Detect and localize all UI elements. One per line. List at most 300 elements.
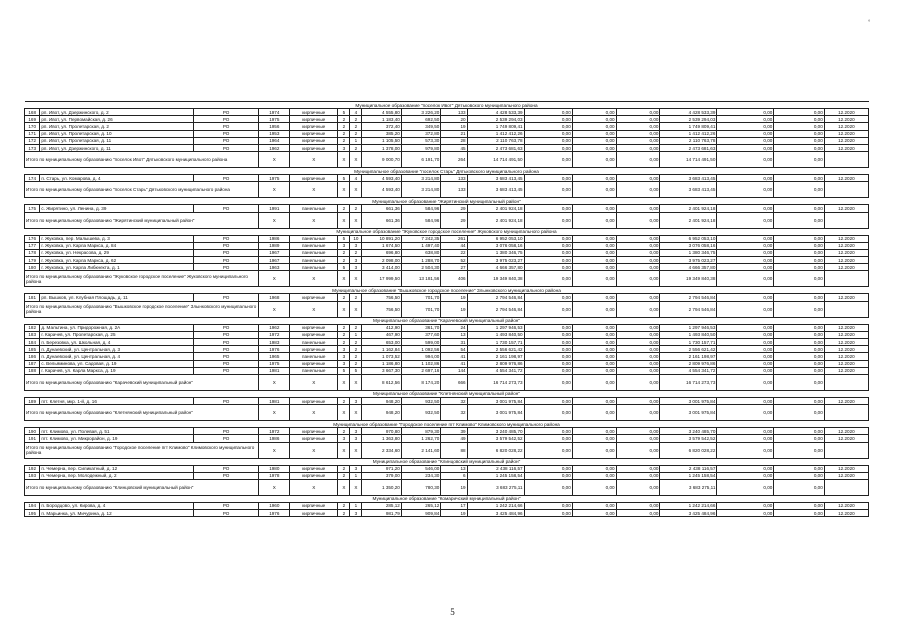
table-cell: рп. Ивот, ул. Пролетарская, д. 11 bbox=[40, 137, 193, 144]
table-cell: 2 bbox=[350, 144, 362, 151]
table-cell: панельные bbox=[290, 249, 338, 256]
subtotal-cell: X bbox=[290, 374, 338, 390]
table-cell: 54 bbox=[441, 346, 467, 353]
table-cell: п. Бородцово, ул. Кирова, д. 4 bbox=[40, 502, 193, 509]
section-heading: Муниципальное образование "Жуковское городское поселение" Жуковского муниципального района bbox=[25, 228, 869, 235]
table-cell: 1 186,80 bbox=[362, 360, 401, 367]
table-cell: 0,00 bbox=[524, 367, 572, 374]
subtotal-cell: 19 349 840,38 bbox=[660, 271, 717, 287]
table-cell: п. Березовка, ул. Школьная, д. 4 bbox=[40, 339, 193, 346]
subtotal-cell: 756,50 bbox=[362, 301, 401, 317]
table-cell: 2 bbox=[338, 397, 350, 404]
table-row bbox=[25, 360, 869, 367]
table-cell: 1953 bbox=[259, 130, 290, 137]
table-cell: 573,30 bbox=[401, 137, 440, 144]
table-row bbox=[25, 257, 869, 264]
table-cell: 0,00 bbox=[616, 264, 660, 271]
table-cell: РО bbox=[193, 294, 259, 301]
table-cell: 638,80 bbox=[401, 249, 440, 256]
table-cell: 1 412 412,26 bbox=[467, 130, 524, 137]
table-cell: 1 380 346,75 bbox=[660, 249, 717, 256]
table-cell: 24 bbox=[441, 324, 467, 331]
table-cell: 1 242 214,66 bbox=[467, 502, 524, 509]
subtotal-cell: 0,00 bbox=[774, 271, 824, 287]
subtotal-cell: 0,00 bbox=[774, 442, 824, 458]
subtotal-label: Итого по муниципальному образованию "поселок Ивот" Дятьковского муниципального района bbox=[25, 152, 259, 168]
table-cell: 1 bbox=[350, 331, 362, 338]
subtotal-cell: 16 714 273,73 bbox=[467, 374, 524, 390]
section-heading: Муниципальное образование "Клинцовский муниципальный район" bbox=[25, 458, 869, 465]
table-cell: 467,90 bbox=[362, 331, 401, 338]
table-cell: 12.2020 bbox=[824, 502, 868, 509]
table-cell: 193 bbox=[25, 472, 40, 479]
table-cell: РО bbox=[193, 339, 259, 346]
table-cell: 0,00 bbox=[572, 109, 616, 116]
housing-repair-table bbox=[24, 101, 869, 517]
table-cell: 1967 bbox=[259, 249, 290, 256]
table-cell: 1 bbox=[350, 472, 362, 479]
table-cell: 12.2020 bbox=[824, 324, 868, 331]
table-cell: 879,30 bbox=[401, 428, 440, 435]
subtotal-cell: 9 000,70 bbox=[362, 152, 401, 168]
table-cell: 3 683 413,45 bbox=[660, 175, 717, 182]
table-cell: 17 bbox=[441, 502, 467, 509]
table-cell: 13 bbox=[441, 331, 467, 338]
table-cell: 0,00 bbox=[717, 123, 774, 130]
table-cell: 12.2020 bbox=[824, 249, 868, 256]
subtotal-cell: 3 001 975,84 bbox=[660, 405, 717, 421]
table-cell: 1 749 809,41 bbox=[660, 123, 717, 130]
table-cell: 2 bbox=[338, 205, 350, 212]
table-cell: 1991 bbox=[259, 205, 290, 212]
table-row bbox=[25, 264, 869, 271]
subtotal-cell: X bbox=[290, 152, 338, 168]
table-cell: 265,12 bbox=[401, 502, 440, 509]
subtotal-cell: 0,00 bbox=[717, 301, 774, 317]
table-cell: 22 bbox=[441, 249, 467, 256]
subtotal-cell: 8 612,56 bbox=[362, 374, 401, 390]
table-cell: панельные bbox=[290, 257, 338, 264]
table-cell: 185 bbox=[25, 346, 40, 353]
table-cell: 0,00 bbox=[572, 367, 616, 374]
table-cell: 0,00 bbox=[774, 331, 824, 338]
table-cell: 5 bbox=[338, 109, 350, 116]
subtotal-cell: 0,00 bbox=[774, 301, 824, 317]
table-row bbox=[25, 435, 869, 442]
table-cell: 653,00 bbox=[362, 339, 401, 346]
subtotal-cell: 3 214,80 bbox=[401, 182, 440, 198]
subtotal-cell: X bbox=[259, 212, 290, 228]
table-cell: 2 bbox=[350, 294, 362, 301]
subtotal-cell: 0,00 bbox=[717, 152, 774, 168]
subtotal-cell: 701,70 bbox=[401, 301, 440, 317]
subtotal-cell: 0,00 bbox=[717, 374, 774, 390]
table-cell: 0,00 bbox=[774, 346, 824, 353]
table-cell: 0,00 bbox=[524, 264, 572, 271]
section-heading: Муниципальное образование "Карачевский муниципальный район" bbox=[25, 317, 869, 324]
section-heading-row bbox=[25, 317, 869, 324]
table-cell: 0,00 bbox=[717, 235, 774, 242]
table-cell: 0,00 bbox=[717, 510, 774, 517]
table-cell: 3 975 023,27 bbox=[467, 257, 524, 264]
table-cell: кирпичные bbox=[290, 116, 338, 123]
subtotal-cell: 8 174,20 bbox=[401, 374, 440, 390]
table-cell: 1989 bbox=[259, 242, 290, 249]
table-cell: 2 809 976,86 bbox=[660, 360, 717, 367]
table-cell: 0,00 bbox=[774, 242, 824, 249]
subtotal-cell: X bbox=[290, 182, 338, 198]
table-cell: 0,00 bbox=[524, 472, 572, 479]
table-cell: 2 bbox=[338, 116, 350, 123]
table-cell: 970,80 bbox=[362, 428, 401, 435]
table-cell: 0,00 bbox=[717, 130, 774, 137]
table-cell: 0,00 bbox=[572, 205, 616, 212]
table-cell: 195 bbox=[25, 510, 40, 517]
table-cell: 1980 bbox=[259, 465, 290, 472]
table-cell: 0,00 bbox=[616, 367, 660, 374]
subtotal-cell: X bbox=[259, 271, 290, 287]
table-cell: 692,50 bbox=[401, 116, 440, 123]
subtotal-cell: 17 999,50 bbox=[362, 271, 401, 287]
subtotal-row bbox=[25, 212, 869, 228]
table-cell: 372,40 bbox=[362, 123, 401, 130]
table-cell: 1983 bbox=[259, 339, 290, 346]
table-cell: 0,00 bbox=[616, 249, 660, 256]
table-cell: панельные bbox=[290, 339, 338, 346]
table-cell: 0,00 bbox=[572, 123, 616, 130]
page-number: 5 bbox=[450, 607, 455, 617]
subtotal-cell: 661,36 bbox=[362, 212, 401, 228]
table-cell: 3 001 975,84 bbox=[660, 397, 717, 404]
table-cell: пгт. Клетня, мкр. 1-й, д. 16 bbox=[40, 397, 193, 404]
table-cell: 0,00 bbox=[572, 294, 616, 301]
subtotal-cell: X bbox=[350, 152, 362, 168]
table-cell: 1965 bbox=[259, 353, 290, 360]
subtotal-cell: 14 714 491,50 bbox=[467, 152, 524, 168]
table-cell: 0,00 bbox=[572, 472, 616, 479]
table-cell: 756,50 bbox=[362, 294, 401, 301]
table-cell: 4 554 341,72 bbox=[660, 367, 717, 374]
table-cell: 0,00 bbox=[717, 360, 774, 367]
table-cell: г. Жуковка, ул. Карла Маркса, д. 62 bbox=[40, 257, 193, 264]
table-cell: 1 674,50 bbox=[362, 242, 401, 249]
subtotal-cell bbox=[824, 271, 868, 287]
table-cell: 932,50 bbox=[401, 397, 440, 404]
subtotal-cell: 0,00 bbox=[774, 152, 824, 168]
table-cell: 1974 bbox=[259, 109, 290, 116]
table-cell: 3 bbox=[338, 144, 350, 151]
table-cell: 179 bbox=[25, 257, 40, 264]
table-cell: 12.2020 bbox=[824, 472, 868, 479]
table-cell: 0,00 bbox=[524, 360, 572, 367]
table-cell: 2 401 924,18 bbox=[467, 205, 524, 212]
table-row bbox=[25, 346, 869, 353]
table-cell: 1 749 809,41 bbox=[467, 123, 524, 130]
subtotal-cell: 0,00 bbox=[524, 301, 572, 317]
table-cell: 2 bbox=[338, 123, 350, 130]
table-cell: 3 bbox=[350, 428, 362, 435]
table-cell: 2 bbox=[350, 346, 362, 353]
subtotal-cell: X bbox=[338, 212, 350, 228]
subtotal-cell: 13 181,56 bbox=[401, 271, 440, 287]
table-cell: 0,00 bbox=[524, 116, 572, 123]
table-cell: 0,00 bbox=[572, 257, 616, 264]
subtotal-cell: 29 bbox=[441, 212, 467, 228]
subtotal-cell: 0,00 bbox=[524, 212, 572, 228]
table-cell: 0,00 bbox=[717, 502, 774, 509]
subtotal-cell: 0,00 bbox=[717, 271, 774, 287]
table-cell: 234,30 bbox=[401, 472, 440, 479]
table-cell: 2 bbox=[350, 339, 362, 346]
table-cell: 0,00 bbox=[616, 360, 660, 367]
table-cell: 1963 bbox=[259, 264, 290, 271]
table-cell: 3 667,30 bbox=[362, 367, 401, 374]
table-cell: 3 bbox=[350, 264, 362, 271]
table-cell: 2 098,00 bbox=[362, 257, 401, 264]
table-cell: 173 bbox=[25, 144, 40, 151]
subtotal-cell: 0,00 bbox=[572, 182, 616, 198]
table-cell: 1975 bbox=[259, 360, 290, 367]
table-cell: 412,90 bbox=[362, 324, 401, 331]
table-cell: 0,00 bbox=[774, 360, 824, 367]
table-cell: 1981 bbox=[259, 367, 290, 374]
table-cell: 3 bbox=[338, 435, 350, 442]
table-cell: 1962 bbox=[259, 324, 290, 331]
table-cell: 1976 bbox=[259, 510, 290, 517]
table-cell: 0,00 bbox=[774, 435, 824, 442]
table-cell: 12.2020 bbox=[824, 257, 868, 264]
subtotal-cell: 14 714 491,50 bbox=[660, 152, 717, 168]
table-cell: 0,00 bbox=[524, 123, 572, 130]
table-cell: 2 556 621,42 bbox=[467, 346, 524, 353]
table-cell: РО bbox=[193, 264, 259, 271]
table-cell: 3 bbox=[338, 346, 350, 353]
table-cell: 1 102,86 bbox=[401, 360, 440, 367]
table-cell: 12.2020 bbox=[824, 465, 868, 472]
subtotal-label: Итого по муниципальному образованию "Клетнянский муниципальный район" bbox=[25, 405, 259, 421]
table-cell: 0,00 bbox=[572, 242, 616, 249]
table-row bbox=[25, 294, 869, 301]
table-cell: 0,00 bbox=[572, 137, 616, 144]
table-cell: 0,00 bbox=[616, 137, 660, 144]
subtotal-cell: 0,00 bbox=[572, 374, 616, 390]
section-heading-row bbox=[25, 102, 869, 109]
table-cell: п. Дунаевский, ул. Центральная, д. 3 bbox=[40, 346, 193, 353]
table-cell: 0,00 bbox=[524, 397, 572, 404]
table-cell: 183 bbox=[25, 331, 40, 338]
subtotal-cell: 0,00 bbox=[774, 374, 824, 390]
table-cell: 1 378,00 bbox=[362, 144, 401, 151]
subtotal-cell: 0,00 bbox=[717, 479, 774, 495]
table-cell: 12.2020 bbox=[824, 235, 868, 242]
table-cell: кирпичные bbox=[290, 346, 338, 353]
table-cell: 31 bbox=[441, 339, 467, 346]
subtotal-cell bbox=[824, 182, 868, 198]
subtotal-cell: X bbox=[338, 442, 350, 458]
table-cell: 41 bbox=[441, 353, 467, 360]
table-cell: 1956 bbox=[259, 123, 290, 130]
subtotal-label: Итого по муниципальному образованию "Вышковское городское поселение" Злынковского муниципального района bbox=[25, 301, 259, 317]
table-cell: п. Чемерна, пер. Молодежный, д. 2 bbox=[40, 472, 193, 479]
table-cell: панельные bbox=[290, 205, 338, 212]
table-cell: РО bbox=[193, 472, 259, 479]
table-cell: 5 bbox=[338, 367, 350, 374]
table-cell: 12.2020 bbox=[824, 130, 868, 137]
table-cell: кирпичные bbox=[290, 472, 338, 479]
table-cell: 3 076 058,16 bbox=[660, 242, 717, 249]
table-cell: 49 bbox=[441, 435, 467, 442]
table-cell: 0,00 bbox=[524, 235, 572, 242]
table-cell: 0,00 bbox=[774, 502, 824, 509]
section-heading: Муниципальное образование "поселок Ивот" Дятьковского муниципального района bbox=[25, 102, 869, 109]
subtotal-cell: 0,00 bbox=[774, 405, 824, 421]
subtotal-cell: X bbox=[259, 152, 290, 168]
table-cell: РО bbox=[193, 123, 259, 130]
table-cell: 2 bbox=[350, 130, 362, 137]
table-cell: 1 380 346,75 bbox=[467, 249, 524, 256]
table-cell: 0,00 bbox=[572, 144, 616, 151]
table-cell: 3 414,00 bbox=[362, 264, 401, 271]
table-cell: РО bbox=[193, 116, 259, 123]
table-cell: пгт. Климово, ул. Микрорайон, д. 19 bbox=[40, 435, 193, 442]
table-cell: 0,00 bbox=[774, 205, 824, 212]
table-cell: 994,00 bbox=[401, 353, 440, 360]
table-cell: 19 bbox=[441, 294, 467, 301]
subtotal-cell: X bbox=[290, 212, 338, 228]
corner-mark: ° bbox=[868, 20, 871, 26]
subtotal-row bbox=[25, 271, 869, 287]
table-cell: 0,00 bbox=[616, 116, 660, 123]
subtotal-cell: 406 bbox=[441, 271, 467, 287]
table-cell: 0,00 bbox=[774, 144, 824, 151]
table-cell: 0,00 bbox=[616, 339, 660, 346]
table-cell: 3 683 413,45 bbox=[467, 175, 524, 182]
table-cell: РО bbox=[193, 502, 259, 509]
table-cell: 0,00 bbox=[774, 367, 824, 374]
subtotal-cell: 4 593,40 bbox=[362, 182, 401, 198]
table-cell: 2 bbox=[338, 137, 350, 144]
table-cell: 0,00 bbox=[774, 257, 824, 264]
table-cell: 1986 bbox=[259, 235, 290, 242]
table-cell: 192 bbox=[25, 465, 40, 472]
subtotal-cell: 6 191,70 bbox=[401, 152, 440, 168]
table-cell: 0,00 bbox=[774, 397, 824, 404]
table-cell: г. Жуковка, пер. Малышева, д. 3 bbox=[40, 235, 193, 242]
subtotal-cell bbox=[824, 442, 868, 458]
subtotal-row bbox=[25, 405, 869, 421]
table-cell: 3 bbox=[338, 242, 350, 249]
subtotal-cell: X bbox=[338, 301, 350, 317]
table-cell: 187 bbox=[25, 360, 40, 367]
table-cell: 6 952 053,10 bbox=[660, 235, 717, 242]
table-cell: 1 730 157,71 bbox=[660, 339, 717, 346]
section-heading-row bbox=[25, 495, 869, 502]
subtotal-cell: 0,00 bbox=[616, 182, 660, 198]
subtotal-cell: 0,00 bbox=[572, 442, 616, 458]
table-cell: 1 288,70 bbox=[401, 257, 440, 264]
table-cell: панельные bbox=[290, 235, 338, 242]
table-cell: 1 bbox=[350, 502, 362, 509]
table-cell: 0,00 bbox=[524, 510, 572, 517]
table-cell: 4 bbox=[350, 175, 362, 182]
table-cell: 349,50 bbox=[401, 123, 440, 130]
subtotal-cell: 0,00 bbox=[616, 212, 660, 228]
subtotal-cell: 0,00 bbox=[524, 271, 572, 287]
subtotal-cell: 0,00 bbox=[616, 152, 660, 168]
table-cell: 5 bbox=[338, 264, 350, 271]
table-cell: РО bbox=[193, 109, 259, 116]
subtotal-cell: 666 bbox=[441, 374, 467, 390]
table-cell: д. Мальтина, ул. Придорожная, д. 2А bbox=[40, 324, 193, 331]
table-cell: 133 bbox=[441, 109, 467, 116]
subtotal-cell: X bbox=[338, 152, 350, 168]
table-cell: 0,00 bbox=[616, 175, 660, 182]
subtotal-row bbox=[25, 301, 869, 317]
subtotal-cell bbox=[824, 301, 868, 317]
table-cell: 3 425 484,96 bbox=[660, 510, 717, 517]
table-row bbox=[25, 367, 869, 374]
subtotal-label: Итого по муниципальному образованию "поселок Старь" Дятьковского муниципального района bbox=[25, 182, 259, 198]
subtotal-cell: 0,00 bbox=[774, 212, 824, 228]
table-cell: РО bbox=[193, 257, 259, 264]
table-cell: 661,36 bbox=[362, 205, 401, 212]
subtotal-cell: 3 001 975,84 bbox=[467, 405, 524, 421]
table-cell: пгт. Климово, ул. Полевая, д. 51 bbox=[40, 428, 193, 435]
table-cell: 0,00 bbox=[524, 502, 572, 509]
table-cell: рп. Вышков, ул. Клубная Площадь, д. 11 bbox=[40, 294, 193, 301]
table-cell: 4 554 341,72 bbox=[467, 367, 524, 374]
subtotal-cell bbox=[824, 479, 868, 495]
table-cell: 0,00 bbox=[616, 257, 660, 264]
table-cell: 0,00 bbox=[616, 472, 660, 479]
table-cell: 2 697,16 bbox=[401, 367, 440, 374]
section-heading-row bbox=[25, 390, 869, 397]
table-cell: 0,00 bbox=[616, 510, 660, 517]
table-cell: 1964 bbox=[259, 137, 290, 144]
table-cell: 0,00 bbox=[524, 324, 572, 331]
table-cell: 2 bbox=[338, 510, 350, 517]
table-cell: кирпичные bbox=[290, 331, 338, 338]
table-cell: 186 bbox=[25, 353, 40, 360]
table-cell: 181 bbox=[25, 294, 40, 301]
table-cell: 0,00 bbox=[616, 242, 660, 249]
table-cell: 0,00 bbox=[774, 510, 824, 517]
subtotal-label: Итого по муниципальному образованию "Городское поселение пгт Климово" Климовского муниципального района bbox=[25, 442, 259, 458]
table-cell: 0,00 bbox=[717, 435, 774, 442]
table-cell: 168 bbox=[25, 109, 40, 116]
section-heading-row bbox=[25, 458, 869, 465]
table-cell: 0,00 bbox=[774, 123, 824, 130]
table-row bbox=[25, 324, 869, 331]
table-cell: 175 bbox=[25, 205, 40, 212]
table-cell: 5 bbox=[338, 175, 350, 182]
table-cell: 0,00 bbox=[717, 257, 774, 264]
table-cell: 0,00 bbox=[774, 339, 824, 346]
table-cell: кирпичные bbox=[290, 324, 338, 331]
table-cell: 174 bbox=[25, 175, 40, 182]
table-cell: 1 092,56 bbox=[401, 346, 440, 353]
table-cell: 2 bbox=[350, 116, 362, 123]
table-cell: 979,80 bbox=[401, 144, 440, 151]
table-cell: г. Жуковка, ул. Некрасова, д. 29 bbox=[40, 249, 193, 256]
table-cell: 0,00 bbox=[717, 175, 774, 182]
table-cell: с. Вельяминова, ул. Садовая, д. 19 bbox=[40, 360, 193, 367]
table-cell: 0,00 bbox=[524, 130, 572, 137]
table-cell: 3 bbox=[350, 242, 362, 249]
table-cell: 0,00 bbox=[524, 353, 572, 360]
subtotal-cell: X bbox=[338, 182, 350, 198]
subtotal-cell: 0,00 bbox=[524, 152, 572, 168]
